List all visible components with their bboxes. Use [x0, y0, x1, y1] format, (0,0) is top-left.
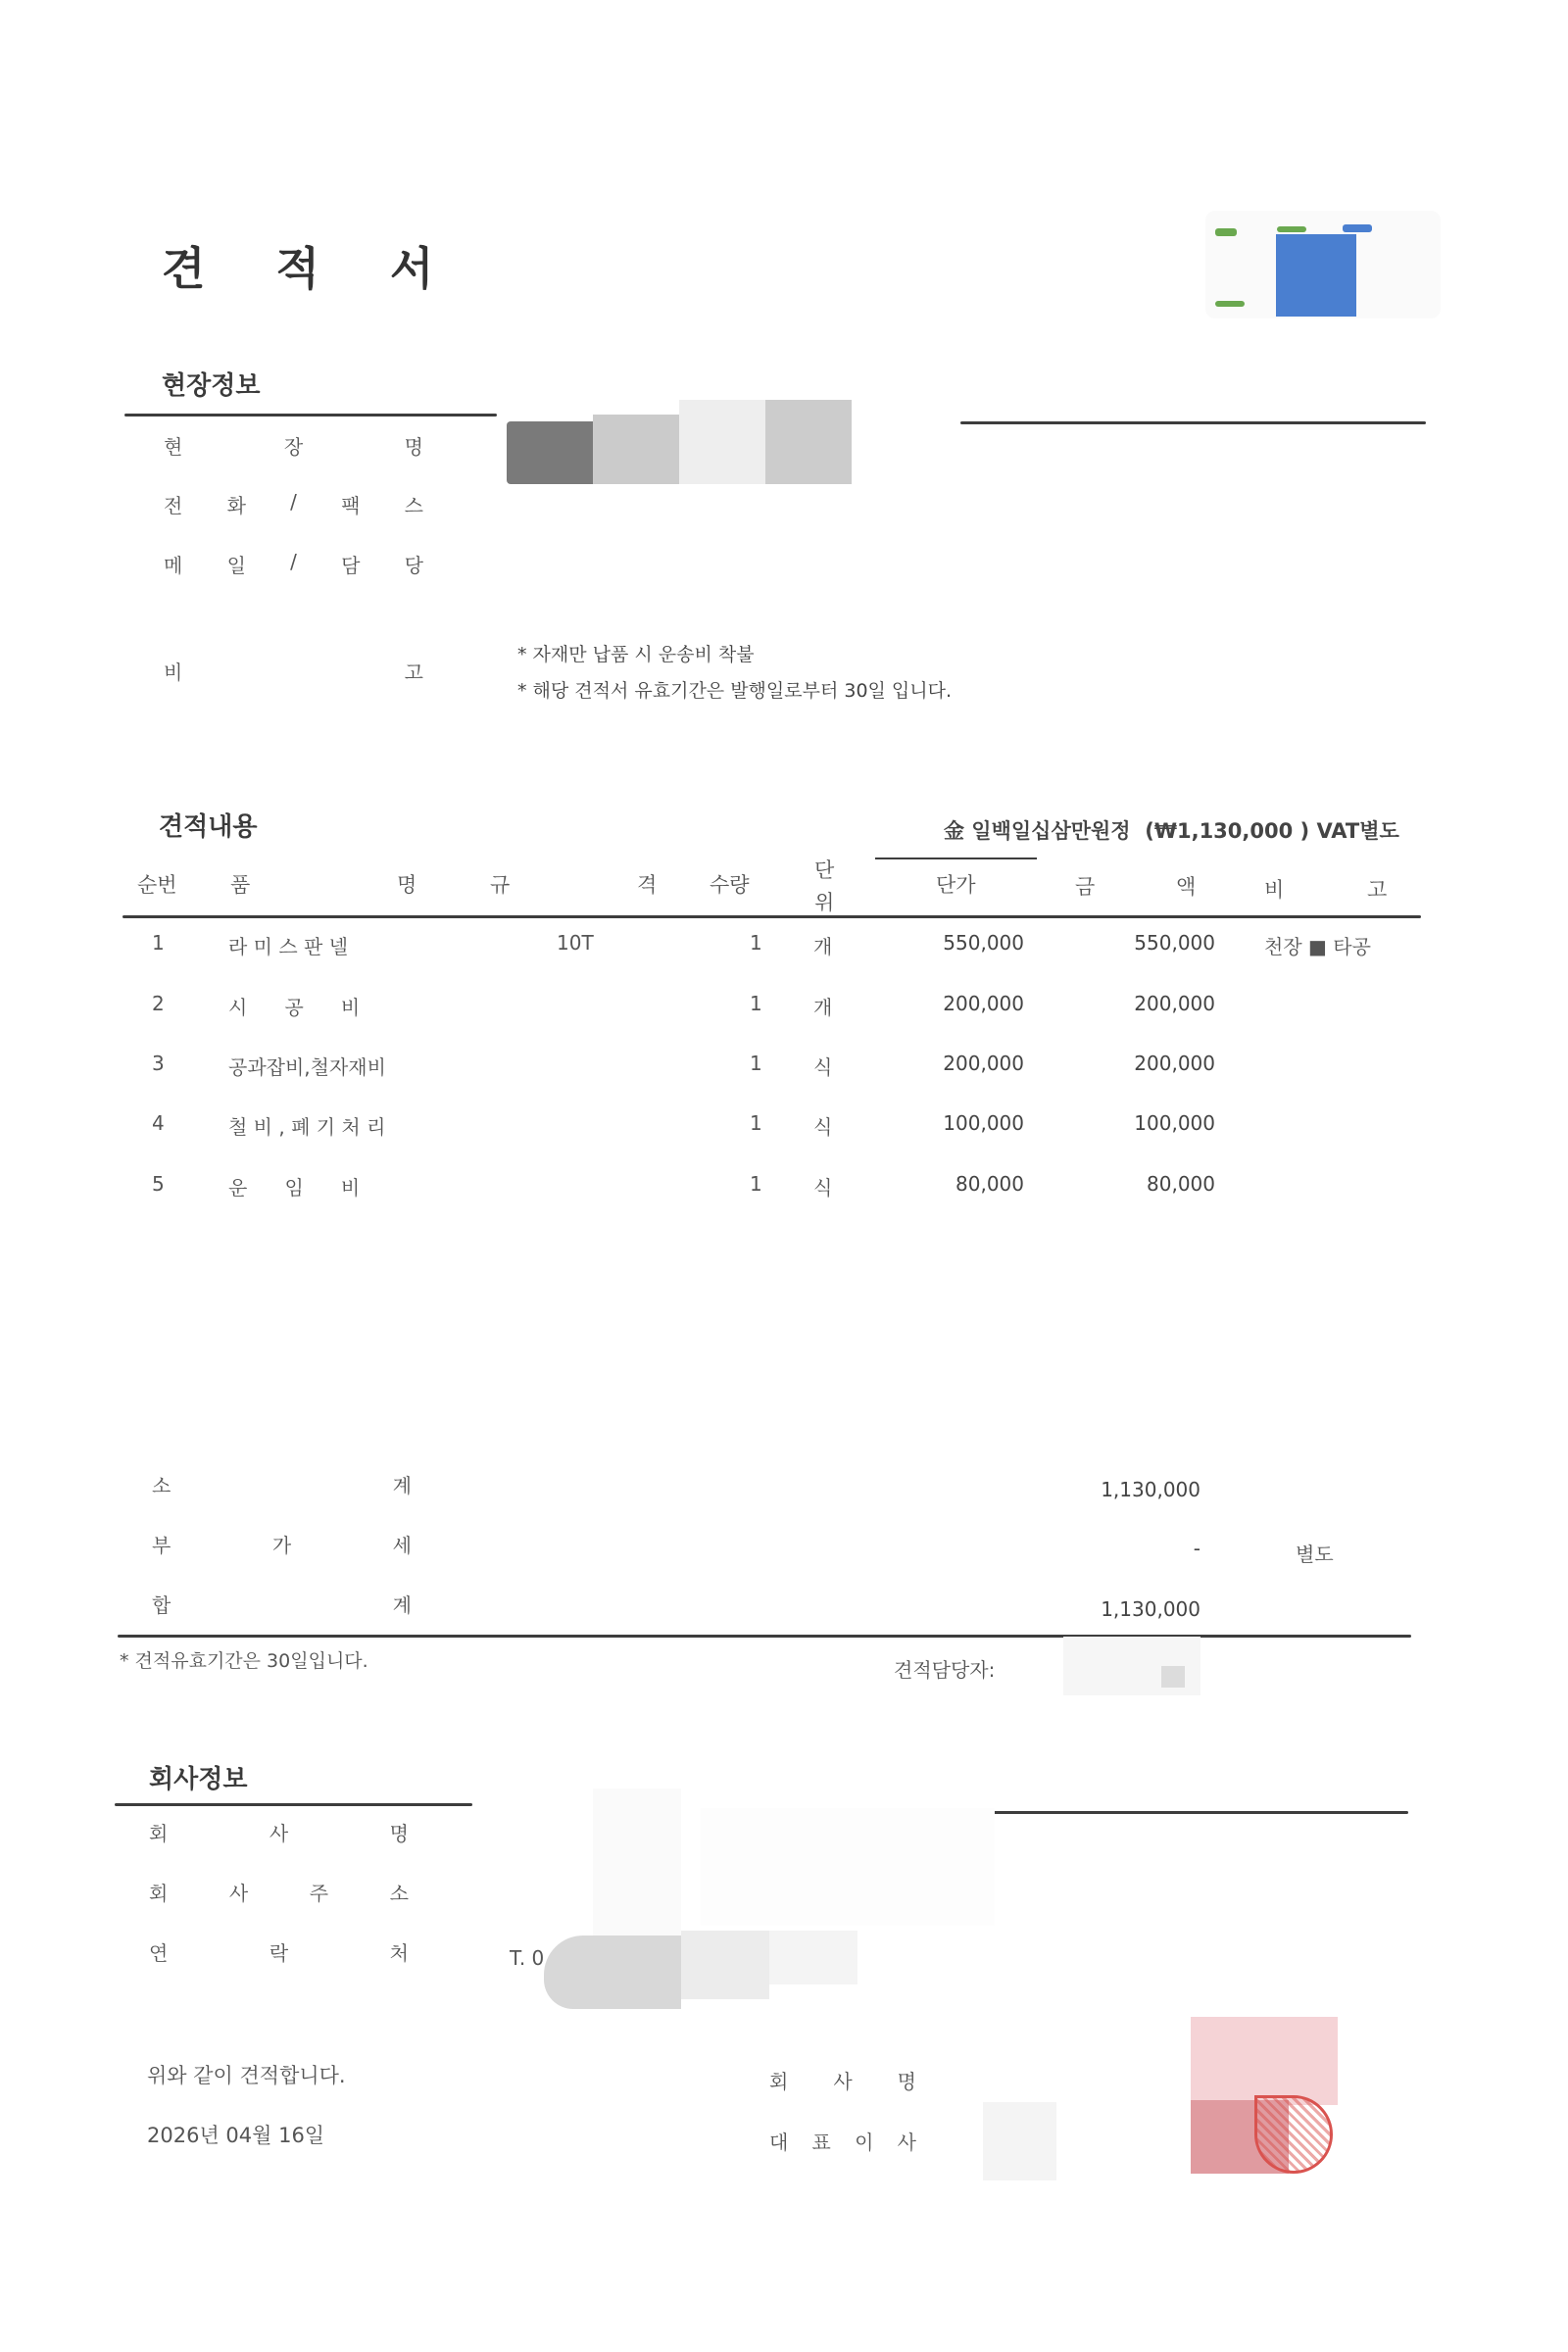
- row-amount: 200,000: [1134, 1052, 1215, 1075]
- row-amount: 100,000: [1134, 1111, 1215, 1135]
- email-manager-label: 메 일 / 담 당: [164, 550, 423, 577]
- row-item: 시 공 비: [228, 996, 361, 1019]
- row-qty: 1: [750, 992, 762, 1015]
- row-unit-price: 200,000: [943, 1052, 1024, 1075]
- company-contact-value: T. 0: [510, 1946, 545, 1970]
- row-no: 2: [152, 992, 165, 1015]
- row-unit: 식: [813, 1055, 833, 1079]
- table-row: [0, 1111, 1568, 1151]
- col-unit-price: 단가: [936, 873, 976, 897]
- table-header-rule: [122, 915, 1421, 918]
- row-no: 5: [152, 1172, 165, 1196]
- col-no: 순번: [137, 873, 177, 897]
- site-info-rule-left: [124, 414, 497, 416]
- row-no: 3: [152, 1052, 165, 1075]
- closing-statement: 위와 같이 견적합니다.: [147, 2064, 346, 2087]
- total-amount: 1,130,000: [1101, 1597, 1200, 1621]
- remarks-label: 비 고: [164, 661, 423, 684]
- row-unit-price: 100,000: [943, 1111, 1024, 1135]
- vat-amount: -: [1193, 1537, 1200, 1560]
- row-unit: 개: [813, 935, 833, 958]
- document-title: 견 적 서: [162, 242, 462, 295]
- site-name-label: 현 장 명: [164, 435, 423, 459]
- logo-green-mark-mid: [1277, 226, 1306, 232]
- company-info-rule-left: [115, 1803, 472, 1806]
- logo-green-mark-bottom: [1215, 301, 1245, 307]
- remarks-notes: [517, 637, 952, 710]
- col-amount-b: 액: [1176, 875, 1197, 899]
- company-logo: [1205, 211, 1441, 318]
- row-qty: 1: [750, 1052, 762, 1075]
- table-row: [0, 1052, 1568, 1091]
- signer-ceo-label: 대 표 이 사: [769, 2131, 916, 2154]
- table-row: [0, 992, 1568, 1031]
- row-item: 운 임 비: [228, 1176, 361, 1200]
- row-qty: 1: [750, 1111, 762, 1135]
- table-row: [0, 1172, 1568, 1211]
- row-amount: 80,000: [1147, 1172, 1215, 1196]
- row-item: 공과잡비,철자재비: [228, 1055, 386, 1079]
- row-unit: 식: [813, 1115, 833, 1139]
- row-note: 천장 ■ 타공: [1264, 935, 1371, 958]
- company-address-label: 회 사 주 소: [149, 1882, 409, 1905]
- subtotal-label: 소 계: [152, 1474, 412, 1497]
- company-contact-label: 연 락 처: [149, 1941, 409, 1965]
- row-qty: 1: [750, 931, 762, 955]
- row-item: 라 미 스 판 넬: [228, 935, 349, 958]
- row-unit-price: 550,000: [943, 931, 1024, 955]
- vat-label: 부 가 세: [152, 1534, 412, 1557]
- estimate-total-summary: 金 일백일십삼만원정 (₩1,130,000 ) VAT별도: [944, 819, 1399, 843]
- company-info-heading: 회사정보: [149, 1765, 248, 1794]
- company-seal-stamp: [1132, 2017, 1318, 2188]
- issue-date: 2026년 04월 16일: [147, 2124, 325, 2147]
- remark-line-1: * 자재만 납품 시 운송비 착불: [517, 644, 755, 665]
- col-item-b: 명: [397, 873, 417, 897]
- col-note-a: 비: [1264, 878, 1285, 902]
- row-unit-price: 200,000: [943, 992, 1024, 1015]
- totals-rule: [118, 1635, 1411, 1638]
- col-spec-a: 규: [490, 873, 511, 897]
- row-amount: 550,000: [1134, 931, 1215, 955]
- col-item-a: 품: [230, 873, 251, 897]
- col-unit-a: 단: [814, 858, 835, 882]
- row-no: 4: [152, 1111, 165, 1135]
- logo-green-mark-top: [1215, 228, 1237, 236]
- site-info-rule-right: [960, 421, 1426, 424]
- col-note-b: 고: [1367, 878, 1388, 902]
- row-amount: 200,000: [1134, 992, 1215, 1015]
- total-label: 합 계: [152, 1593, 412, 1617]
- validity-footnote: * 견적유효기간은 30일입니다.: [120, 1650, 368, 1672]
- site-name-redacted: [507, 400, 852, 484]
- estimate-manager-label: 견적담당자:: [894, 1658, 996, 1682]
- table-row: [0, 931, 1568, 970]
- col-qty: 수량: [710, 873, 750, 897]
- company-info-redacted: [505, 1788, 1014, 2009]
- subtotal-amount: 1,130,000: [1101, 1478, 1200, 1501]
- ceo-name-redacted: [983, 2102, 1056, 2180]
- row-item: 철 비 , 폐 기 처 리: [228, 1115, 386, 1139]
- row-unit-price: 80,000: [956, 1172, 1024, 1196]
- unit-price-overline: [875, 858, 1037, 859]
- row-unit: 개: [813, 996, 833, 1019]
- row-qty: 1: [750, 1172, 762, 1196]
- phone-fax-label: 전 화 / 팩 스: [164, 490, 423, 517]
- signer-company-label: 회 사 명: [769, 2070, 916, 2093]
- col-amount-a: 금: [1075, 875, 1096, 899]
- site-info-heading: 현장정보: [162, 371, 261, 401]
- row-unit: 식: [813, 1176, 833, 1200]
- logo-blue-block: [1276, 234, 1356, 317]
- row-spec: 10T: [557, 931, 594, 955]
- company-name-label: 회 사 명: [149, 1822, 409, 1845]
- col-spec-b: 격: [637, 873, 658, 897]
- row-no: 1: [152, 931, 165, 955]
- col-unit-b: 위: [814, 891, 835, 914]
- estimate-heading: 견적내용: [159, 812, 258, 842]
- vat-note: 별도: [1296, 1543, 1334, 1566]
- remark-line-2: * 해당 견적서 유효기간은 발행일로부터 30일 입니다.: [517, 680, 953, 702]
